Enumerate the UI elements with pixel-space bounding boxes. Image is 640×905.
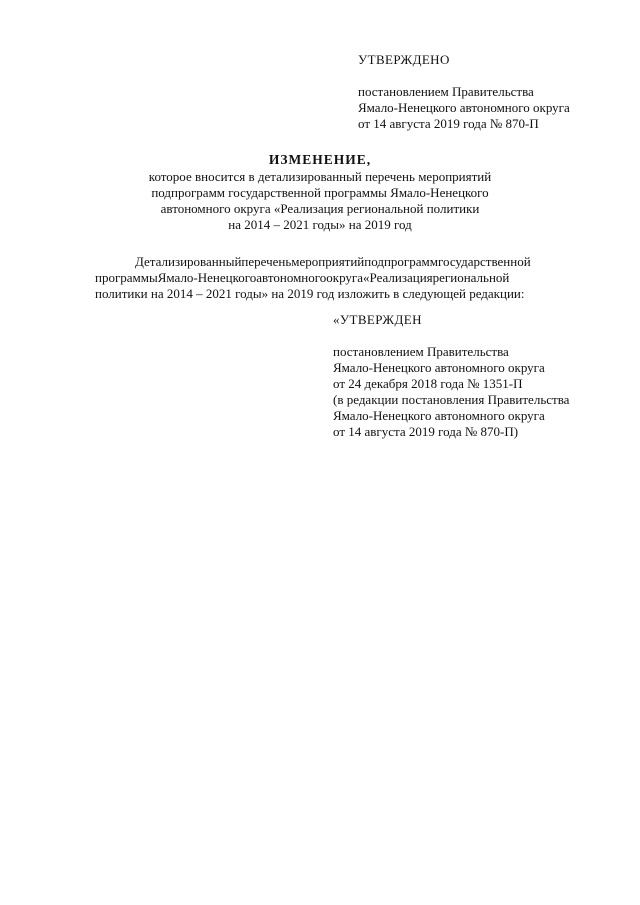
body-line bbox=[95, 254, 603, 270]
approval-line: (в редакции постановления Правительства bbox=[333, 392, 570, 407]
approval-line: постановлением Правительства bbox=[358, 84, 534, 99]
approval-line: постановлением Правительства bbox=[333, 344, 509, 359]
body-word: подпрограмм bbox=[364, 254, 438, 269]
body-word: мероприятий bbox=[291, 254, 365, 269]
body-word: округа bbox=[326, 270, 364, 285]
body-word: автономного bbox=[256, 270, 327, 285]
body-word: программы bbox=[95, 270, 158, 285]
approval-line: Ямало-Ненецкого автономного округа bbox=[358, 100, 570, 115]
approval-line: Ямало-Ненецкого автономного округа bbox=[333, 360, 545, 375]
change-subtitle-line: которое вносится в детализированный перечень мероприятий bbox=[148, 169, 492, 184]
approval-stamp-second bbox=[333, 312, 569, 440]
change-subtitle-line: на 2014 – 2021 годы» на 2019 год bbox=[228, 217, 412, 232]
approval-line: от 14 августа 2019 года № 870-П bbox=[358, 116, 539, 131]
body-line bbox=[95, 270, 603, 286]
body-word: Детализированный bbox=[135, 254, 242, 269]
body-word: перечень bbox=[241, 254, 292, 269]
body-word: региональной bbox=[432, 270, 510, 285]
approval-stamp-top bbox=[358, 52, 570, 132]
change-title bbox=[100, 152, 540, 233]
approval-line: от 24 декабря 2018 года № 1351-П bbox=[333, 376, 523, 391]
change-subtitle-line: подпрограмм государственной программы Ямало-Ненецкого bbox=[151, 185, 489, 200]
approval-line: Ямало-Ненецкого автономного округа bbox=[333, 408, 545, 423]
body-line: политики на 2014 – 2021 годы» на 2019 год изложить в следующей редакции: bbox=[95, 286, 525, 301]
body-word: государственной bbox=[438, 254, 531, 269]
body-word: Ямало-Ненецкого bbox=[157, 270, 257, 285]
change-heading: ИЗМЕНЕНИЕ, bbox=[268, 152, 372, 167]
approval-heading: «УТВЕРЖДЕН bbox=[333, 312, 422, 327]
approval-heading: УТВЕРЖДЕНО bbox=[358, 52, 450, 67]
approval-line: от 14 августа 2019 года № 870-П) bbox=[333, 424, 519, 439]
change-subtitle-line: автономного округа «Реализация региональной политики bbox=[160, 201, 480, 216]
body-word: «Реализация bbox=[363, 270, 433, 285]
body-paragraph bbox=[95, 254, 603, 302]
